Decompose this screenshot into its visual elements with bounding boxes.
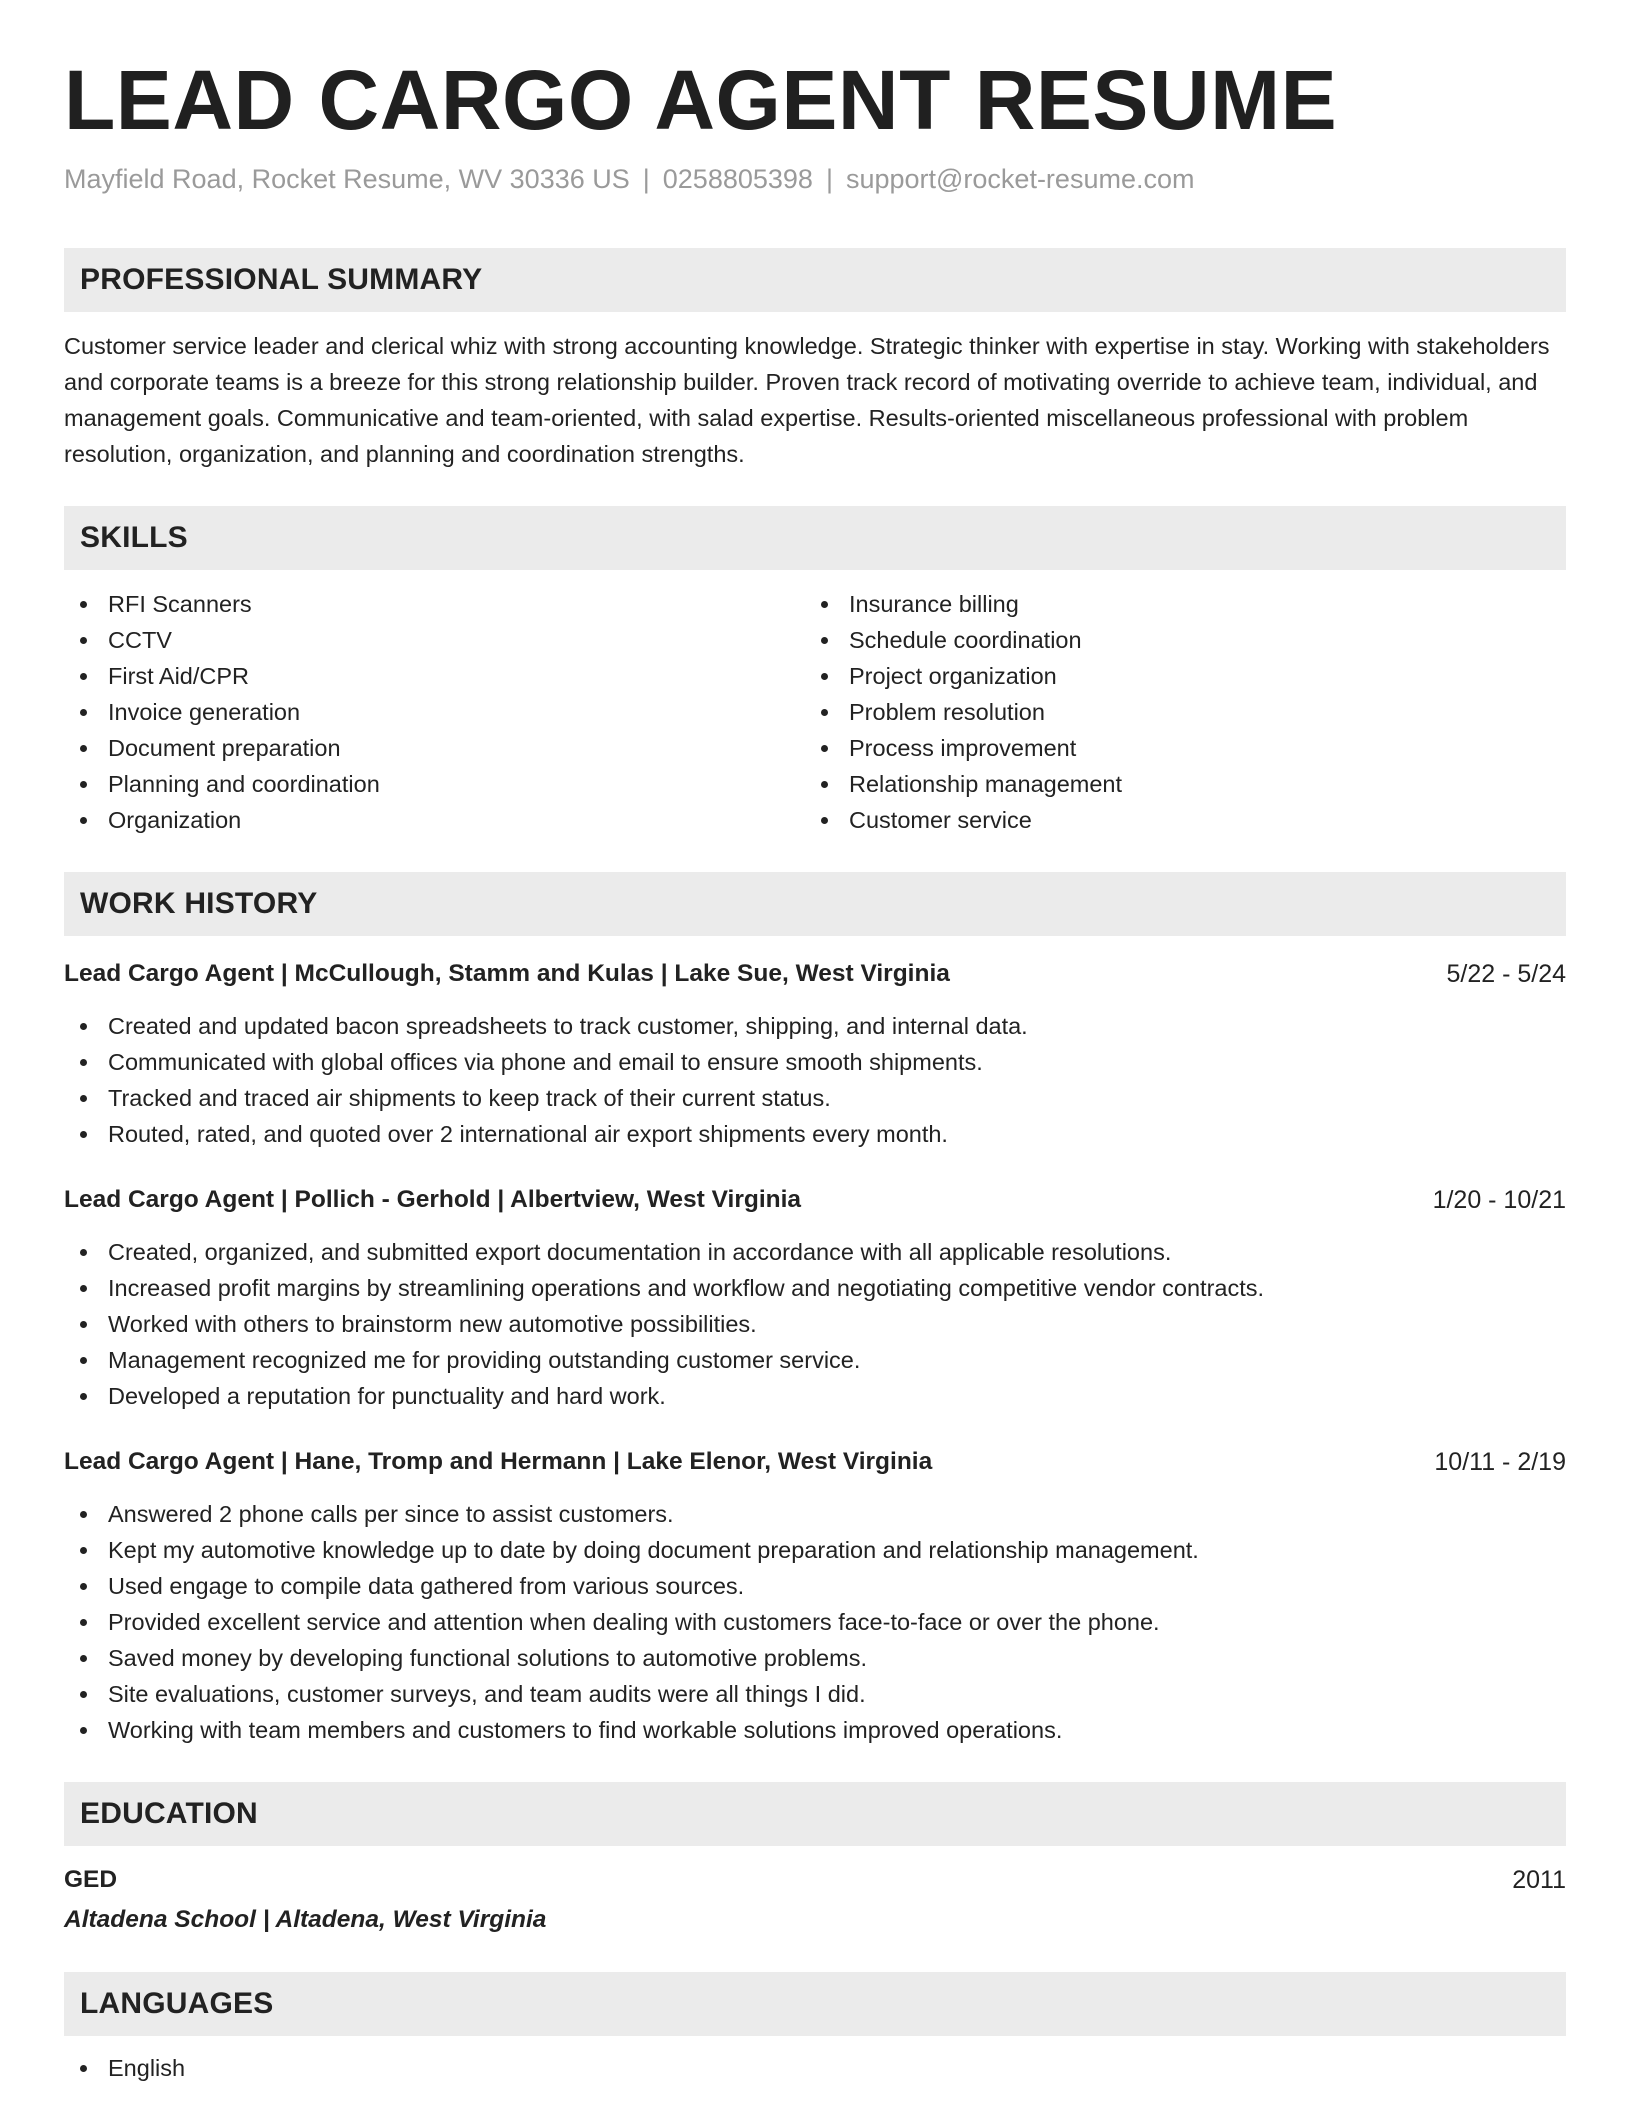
summary-text: Customer service leader and clerical whiz with strong accounting knowledge. Strategic thinker with expertise in stay. Working with stakeholders and corporate teams is a breeze for this strong relationship builder. Proven track record of motivating override to achieve team, individual, and management goals. Communicative and team-oriented, with salad expertise. Results-oriented miscellaneous professional with problem resolution, organization, and planning and coordination strengths. bbox=[64, 333, 1550, 467]
skill-item: Schedule coordination bbox=[805, 622, 1546, 658]
job-bullet: Saved money by developing functional solutions to automotive problems. bbox=[64, 1640, 1566, 1676]
job-bullet: Worked with others to brainstorm new automotive possibilities. bbox=[64, 1306, 1566, 1342]
languages-list bbox=[64, 2050, 1566, 2086]
work-history-heading: WORK HISTORY bbox=[64, 872, 1566, 936]
skills-heading: SKILLS bbox=[64, 506, 1566, 570]
job-bullet: Created and updated bacon spreadsheets to track customer, shipping, and internal data. bbox=[64, 1008, 1566, 1044]
education-entry bbox=[64, 1862, 1566, 1938]
summary-heading: PROFESSIONAL SUMMARY bbox=[64, 248, 1566, 312]
job-bullet: Provided excellent service and attention when dealing with customers face-to-face or over the phone. bbox=[64, 1604, 1566, 1640]
job-bullets bbox=[64, 1008, 1566, 1152]
contact-separator: | bbox=[825, 164, 833, 194]
skill-item: Customer service bbox=[805, 802, 1546, 838]
skill-item: Process improvement bbox=[805, 730, 1546, 766]
skill-item: Relationship management bbox=[805, 766, 1546, 802]
job-title: Lead Cargo Agent | Pollich - Gerhold | Albertview, West Virginia bbox=[64, 1186, 802, 1213]
skills-column-left bbox=[64, 586, 805, 838]
skills-column-right bbox=[805, 586, 1546, 838]
job-header bbox=[64, 1182, 1566, 1218]
job-bullet: Site evaluations, customer surveys, and team audits were all things I did. bbox=[64, 1676, 1566, 1712]
skill-item: Document preparation bbox=[64, 730, 805, 766]
skill-item: Planning and coordination bbox=[64, 766, 805, 802]
education-degree: GED bbox=[64, 1866, 118, 1893]
job-bullet: Developed a reputation for punctuality and hard work. bbox=[64, 1378, 1566, 1414]
skill-item: Invoice generation bbox=[64, 694, 805, 730]
contact-address: Mayfield Road, Rocket Resume, WV 30336 US bbox=[64, 164, 630, 194]
job-bullet: Kept my automotive knowledge up to date by doing document preparation and relationship management. bbox=[64, 1532, 1566, 1568]
job-bullet: Used engage to compile data gathered from various sources. bbox=[64, 1568, 1566, 1604]
job-bullet: Routed, rated, and quoted over 2 international air export shipments every month. bbox=[64, 1116, 1566, 1152]
job-entry bbox=[64, 1444, 1566, 1748]
job-bullet: Communicated with global offices via phone and email to ensure smooth shipments. bbox=[64, 1044, 1566, 1080]
education-year: 2011 bbox=[1512, 1866, 1566, 1894]
job-header bbox=[64, 956, 1566, 992]
skill-item: Organization bbox=[64, 802, 805, 838]
skill-item: Project organization bbox=[805, 658, 1546, 694]
job-entry bbox=[64, 956, 1566, 1152]
contact-separator: | bbox=[642, 164, 650, 194]
resume-title: LEAD CARGO AGENT RESUME bbox=[64, 53, 1338, 147]
education-heading: EDUCATION bbox=[64, 1782, 1566, 1846]
language-item: English bbox=[64, 2050, 1566, 2086]
resume-page bbox=[64, 0, 1566, 2086]
job-bullets bbox=[64, 1234, 1566, 1414]
job-bullet: Tracked and traced air shipments to keep track of their current status. bbox=[64, 1080, 1566, 1116]
job-entry bbox=[64, 1182, 1566, 1414]
job-bullet: Created, organized, and submitted export documentation in accordance with all applicable resolutions. bbox=[64, 1234, 1566, 1270]
job-dates: 1/20 - 10/21 bbox=[1432, 1186, 1566, 1214]
contact-email: support@rocket-resume.com bbox=[845, 164, 1195, 194]
job-dates: 5/22 - 5/24 bbox=[1446, 960, 1566, 988]
education-header bbox=[64, 1862, 1566, 1898]
job-bullet: Answered 2 phone calls per since to assist customers. bbox=[64, 1496, 1566, 1532]
skill-item: RFI Scanners bbox=[64, 586, 805, 622]
skill-item: Insurance billing bbox=[805, 586, 1546, 622]
education-school: Altadena School | Altadena, West Virginia bbox=[64, 1906, 547, 1933]
skills-list bbox=[64, 586, 1566, 838]
job-bullets bbox=[64, 1496, 1566, 1748]
job-title: Lead Cargo Agent | McCullough, Stamm and Kulas | Lake Sue, West Virginia bbox=[64, 960, 950, 987]
languages-heading: LANGUAGES bbox=[64, 1972, 1566, 2036]
contact-phone: 0258805398 bbox=[662, 164, 813, 194]
job-bullet: Increased profit margins by streamlining operations and workflow and negotiating competitive vendor contracts. bbox=[64, 1270, 1566, 1306]
skill-item: CCTV bbox=[64, 622, 805, 658]
job-header bbox=[64, 1444, 1566, 1480]
job-title: Lead Cargo Agent | Hane, Tromp and Hermann | Lake Elenor, West Virginia bbox=[64, 1448, 933, 1475]
skill-item: First Aid/CPR bbox=[64, 658, 805, 694]
contact-line bbox=[64, 162, 1566, 196]
job-bullet: Working with team members and customers to find workable solutions improved operations. bbox=[64, 1712, 1566, 1748]
skill-item: Problem resolution bbox=[805, 694, 1546, 730]
job-dates: 10/11 - 2/19 bbox=[1434, 1448, 1566, 1476]
job-bullet: Management recognized me for providing outstanding customer service. bbox=[64, 1342, 1566, 1378]
